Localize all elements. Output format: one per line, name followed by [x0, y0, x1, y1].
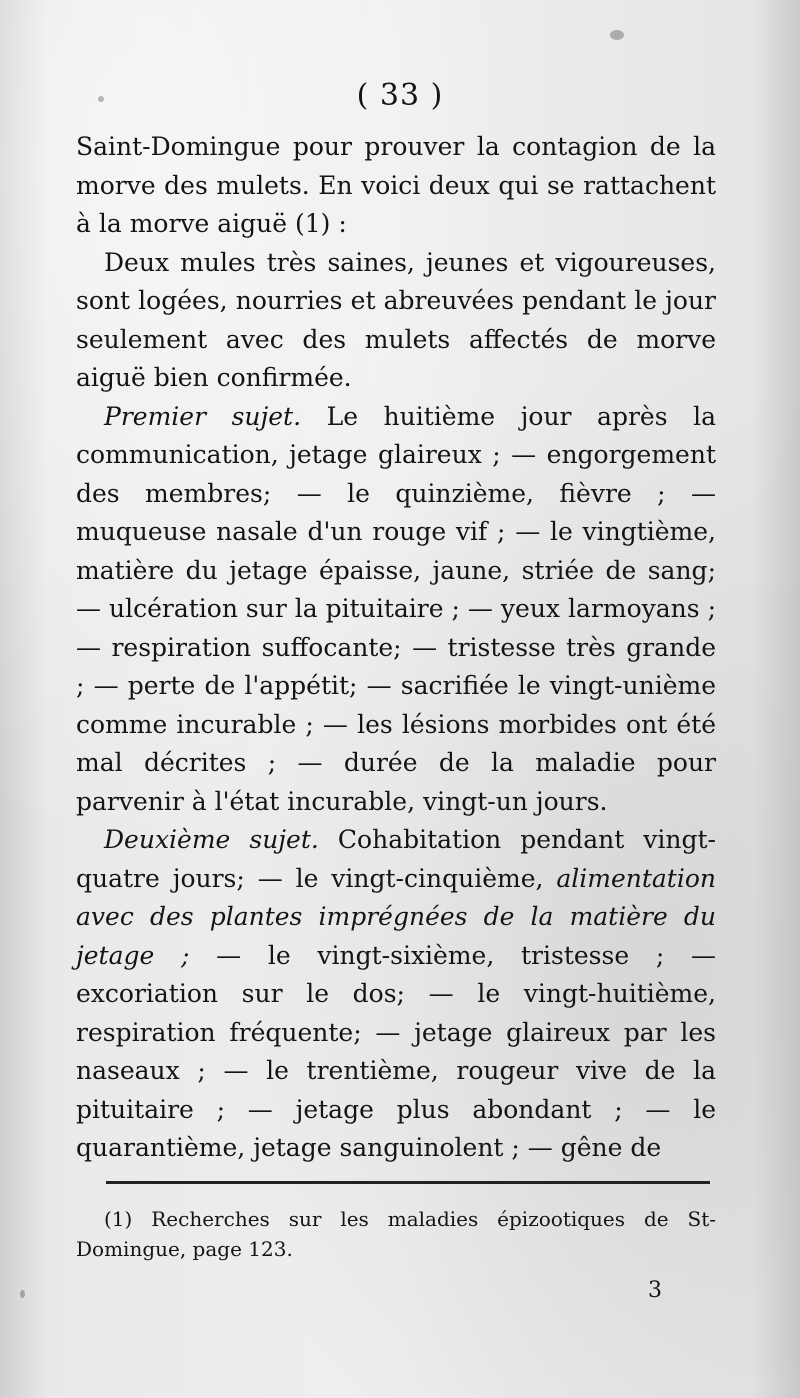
run-in-heading: Premier sujet. [104, 401, 302, 431]
paragraph-text: Le huitième jour après la communication, jetage glaireux ; — engorgement des membres; — le quinzième, fièvre ; — muqueuse nasale d'un rouge vif ; — le vingtième, matière du jetage épaisse, jaune, striée de sang; — ulcération sur la pituitaire ; — yeux larmoyans ; — respiration suffocante; — tristesse très grande ; — perte de l'appétit; — sacrifiée le vingt-unième comme incurable ; — les lésions morbides ont été mal décrites ; — durée de la maladie pour parvenir à l'état incurable, vingt-un jours. [76, 401, 716, 816]
paragraph-text: — le vingt-sixième, tristesse ; — excoriation sur le dos; — le vingt-huitième, respiration fréquente; — jetage glaireux par les naseaux ; — le trentième, rougeur vive de la pituitaire ; — jetage plus abondant ; — le quarantième, jetage sanguinolent ; — gêne de [76, 940, 716, 1162]
paragraph-intro: Saint-Domingue pour prouver la contagion de la morve des mulets. En voici deux qui se rattachent à la morve aiguë (1) : [76, 132, 716, 238]
footnote [76, 1204, 716, 1264]
signature-mark: 3 [648, 1278, 662, 1303]
paragraph-text: Cohabitation pendant vingt-quatre jours; — le vingt-cinquième, [76, 825, 717, 893]
page-number: ( 33 ) [356, 78, 444, 113]
paper-speck [610, 30, 624, 40]
italic-phrase: alimentation avec des plantes imprégnées de la matière du jetage ; [76, 863, 716, 970]
paragraph-first-subject [76, 398, 716, 822]
paragraph-second-subject [76, 821, 716, 1168]
paragraph-two-mules: Deux mules très saines, jeunes et vigoureuses, sont logées, nourries et abreuvées pendant le jour seulement avec des mulets affectés de morve aiguë bien confirmée. [76, 247, 716, 392]
body-text [76, 128, 716, 1168]
footnote-text: (1) Recherches sur les maladies épizootiques de St-Domingue, page 123. [76, 1207, 716, 1261]
run-in-heading: Deuxième sujet. [104, 825, 319, 854]
paper-speck [20, 1290, 25, 1298]
footnote-divider [106, 1181, 710, 1184]
